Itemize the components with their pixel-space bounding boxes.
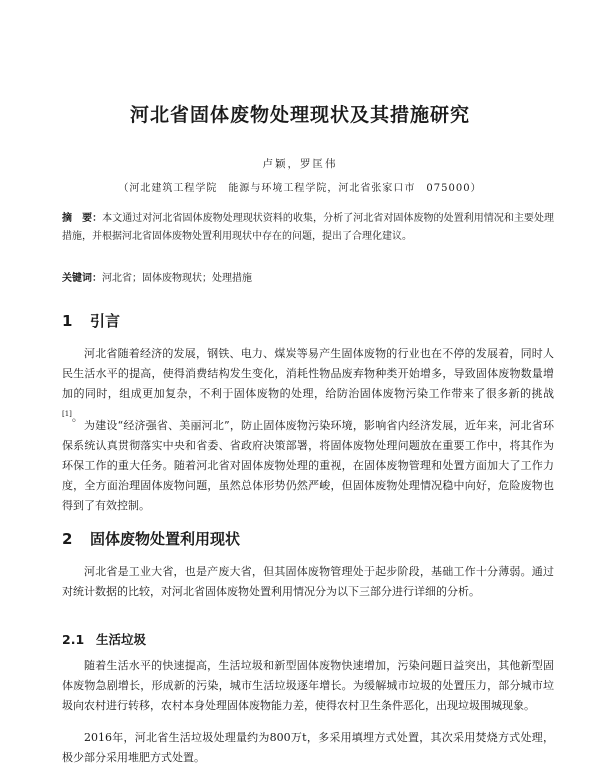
keywords	[62, 270, 554, 288]
subsection-2-1-heading	[62, 630, 146, 648]
subsection-title: 生活垃圾	[96, 632, 147, 647]
paragraph: 随着生活水平的快速提高，生活垃圾和新型固体废物快速增加，污染问题日益突出，其他新型固体废物急剧增长，形成新的污染，城市生活垃圾逐年增长。为缓解城市垃圾的处置压力，部分城市垃圾向农村进行转移，农村本身处理固体废物能力差，使得农村卫生条件恶化，出现垃圾围城现象。	[62, 659, 554, 712]
subsection-number: 2.1	[62, 632, 85, 647]
abstract-text: 本文通过对河北省固体废物处理现状资料的收集，分析了河北省对固体废物的处置利用情况和主要处理措施，并根据河北省固体废物处置利用现状中存在的问题，提出了合理化建议。	[62, 213, 555, 242]
paper-title: 河北省固体废物处理现状及其措施研究	[129, 104, 470, 126]
citation: [1]	[62, 410, 72, 418]
keywords-label: 关键词：	[62, 273, 102, 284]
section-2-heading	[62, 528, 240, 549]
section-number: 2	[62, 530, 73, 548]
abstract	[62, 210, 554, 246]
section-title: 引言	[90, 312, 121, 330]
paragraph: 河北省随着经济的发展，钢铁、电力、煤炭等易产生固体废物的行业也在不停的发展着，同时人民生活水平的提高，使得消费结构发生变化，消耗性物品废弃物种类开始增多，导致固体废物数量增加的同时，组成更加复杂，不利于固体废物的处理，给防治固体废物污染工作带来了很多新的挑战[1]。	[62, 347, 554, 424]
authors: 卢颖，罗匡伟	[262, 158, 338, 170]
section-1-heading	[62, 310, 120, 331]
abstract-label: 摘 要：	[62, 213, 103, 224]
section-title: 固体废物处置利用现状	[90, 530, 241, 548]
keywords-text: 河北省；固体废物现状；处理措施	[102, 273, 252, 284]
paragraph: 为建设“经济强省、美丽河北”，防止固体废物污染环境，影响省内经济发展，近年来，河北省环保系统认真贯彻落实中央和省委、省政府决策部署，将固体废物处理问题放在重要工作中，将其作为环保工作的重大任务。随着河北省对固体废物处理的重视，在固体废物管理和处置方面加大了工作力度，全方面治理固体废物问题，虽然总体形势仍然严峻，但固体废物处理情况稳中向好，危险废物也得到了有效控制。	[62, 419, 554, 512]
paragraph: 2016年，河北省生活垃圾处理量约为800万t，多采用填埋方式处置，其次采用焚烧方式处理，极少部分采用堆肥方式处置。	[62, 731, 554, 764]
section-number: 1	[62, 312, 73, 330]
affiliation: （河北建筑工程学院 能源与环境工程学院，河北省张家口市 075000）	[118, 183, 482, 194]
paragraph: 河北省是工业大省，也是产废大省，但其固体废物管理处于起步阶段，基础工作十分薄弱。通过对统计数据的比较，对河北省固体废物处置利用情况分为以下三部分进行详细的分析。	[62, 565, 554, 598]
